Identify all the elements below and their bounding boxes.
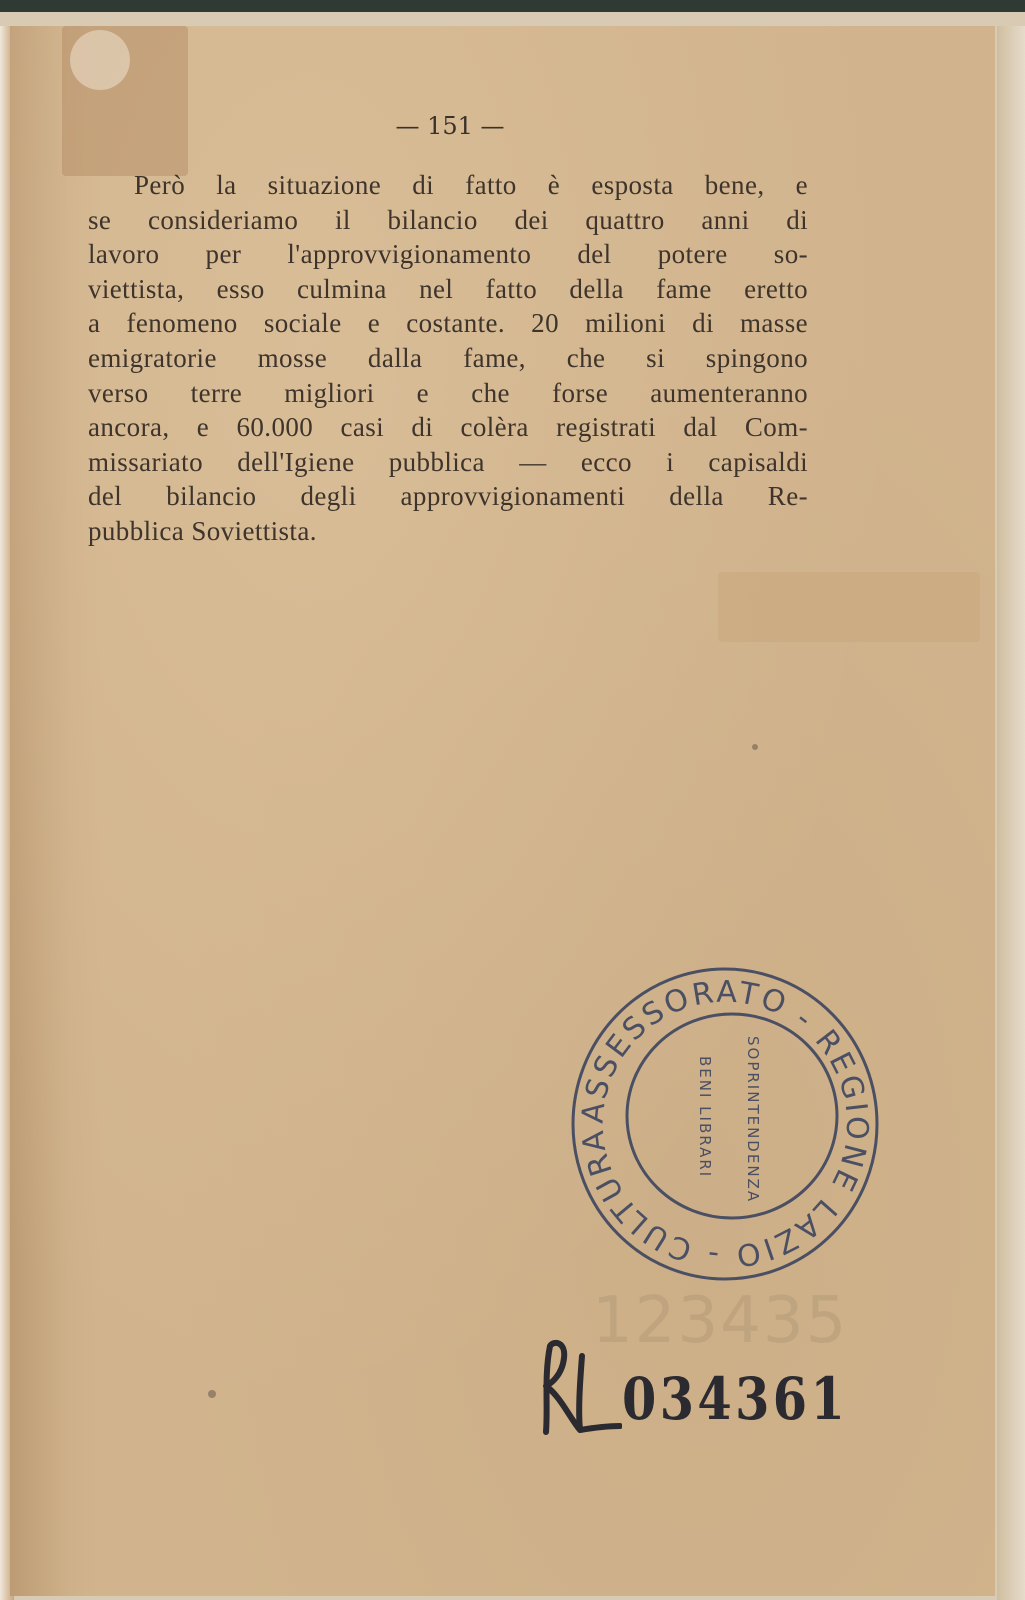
- paragraph-line: Però la situazione di fatto è esposta bene, e: [134, 170, 808, 200]
- handwritten-prefix: [536, 1336, 622, 1436]
- speck: [208, 1390, 216, 1398]
- stamp-inner-line-2: BENI LIBRARI: [696, 1056, 714, 1179]
- faded-inventory-number: 123435: [592, 1284, 849, 1358]
- paragraph-line: se consideriamo il bilancio dei quattro anni di: [88, 204, 808, 235]
- speck: [752, 744, 758, 750]
- stain-top-left-light: [70, 30, 130, 90]
- inventory-number: [536, 1336, 888, 1436]
- library-stamp: [570, 966, 880, 1282]
- paragraph-line: del bilancio degli approvvigionamenti della Re-: [88, 481, 808, 512]
- paragraph: [88, 168, 808, 549]
- paragraph-line: verso terre migliori e che forse aumenteranno: [88, 377, 808, 408]
- paragraph-line: a fenomeno sociale e costante. 20 milioni di masse: [88, 308, 808, 339]
- paragraph-line: missariato dell'Igiene pubblica — ecco i capisaldi: [88, 446, 808, 477]
- stamp-inner-ring: [627, 1014, 837, 1218]
- page-right-edge: [997, 26, 1025, 1600]
- page-number: — 151 —: [395, 112, 505, 140]
- book-cover-edge: [0, 0, 1025, 12]
- stamp-outer-text: ASSESSORATO - REGIONE LAZIO - CULTURA: [575, 974, 875, 1274]
- paragraph-line: ancora, e 60.000 casi di colèra registrati dal Com-: [88, 412, 808, 443]
- paragraph-line: viettista, esso culmina nel fatto della fame eretto: [88, 273, 808, 304]
- paragraph-line: emigratorie mosse dalla fame, che si spingono: [88, 342, 808, 373]
- paragraph-line: pubblica Soviettista.: [88, 515, 317, 546]
- inventory-digits: 034361: [622, 1365, 849, 1433]
- paragraph-line: lavoro per l'approvvigionamento del potere so-: [88, 239, 808, 270]
- stain-middle-right: [718, 572, 980, 642]
- stamp-inner-line-1: SOPRINTENDENZA: [744, 1036, 762, 1204]
